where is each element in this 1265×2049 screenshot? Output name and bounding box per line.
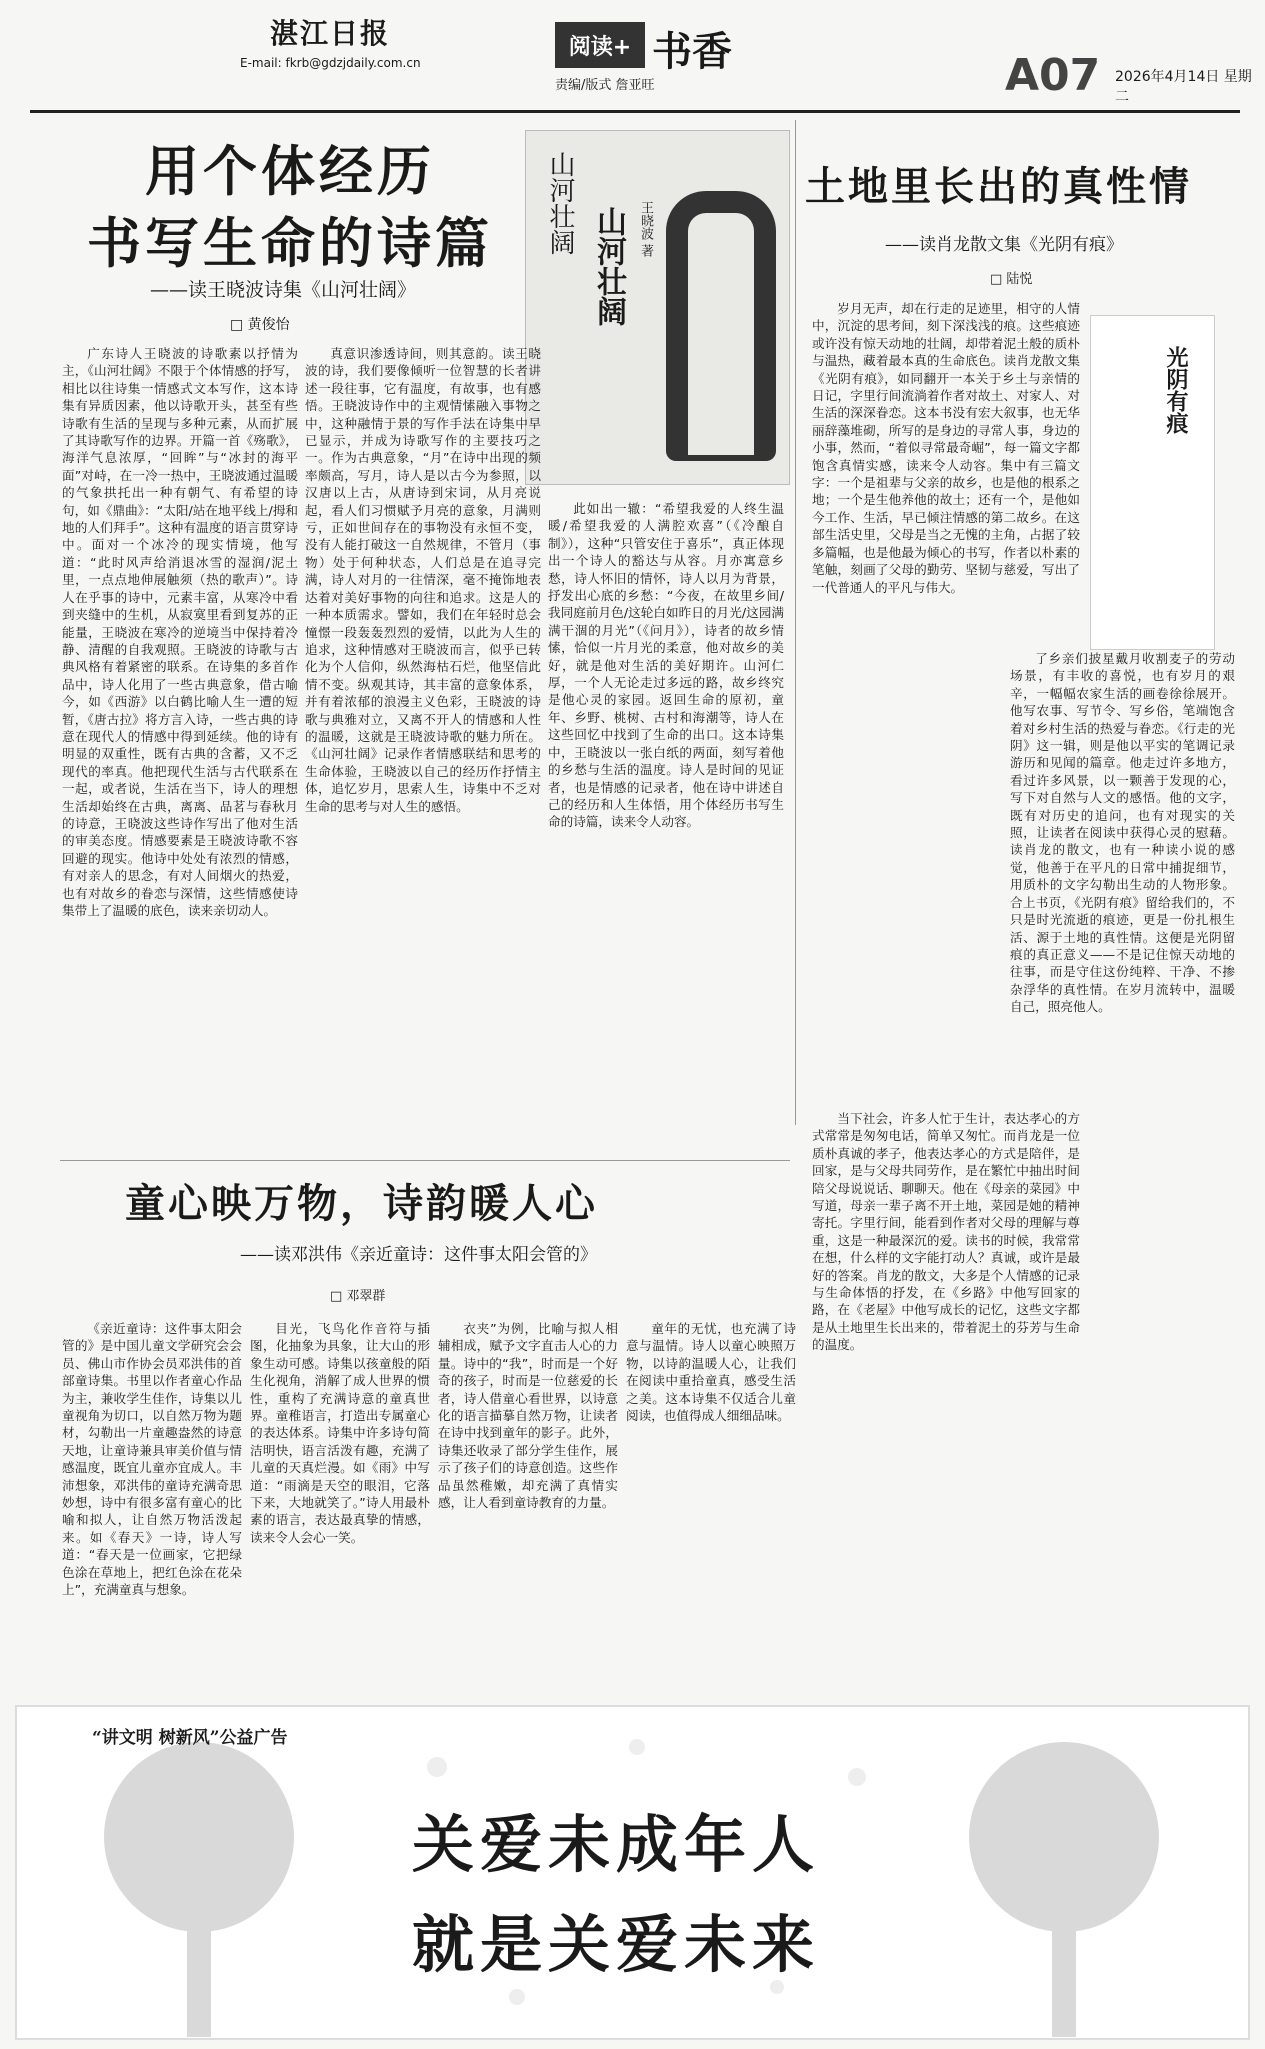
top-rule [30,110,1240,113]
ad-slogan-line1: 关爱未成年人 [412,1808,821,1881]
article1-subtitle: ——读王晓波诗集《山河壮阔》 [150,279,417,301]
book-cover-shanhe [525,130,790,485]
article1-column-3: 此如出一辙：“希望我爱的人终生温暖/希望我爱的人满腔欢喜”（《冷酿自制》），这种“只管安住于喜乐”，真正体现出一个诗人的豁达与从容。月亦寓意乡愁，诗人怀旧的情怀，诗人以月为背景，抒发出心底的乡愁：“今夜，在故里乡间/我同庭前月色/这轮白如昨日的月光/这园满满干涸的月光”（《问月》），诗者的故乡情愫，恰似一片月光的柔意，他对故乡的美好，就是他对生活的美好期许。山河仁厚，一个人无论走过多远的路，故乡终究是他心灵的家园。返回生命的原初，童年、乡野、桃树、古村和海潮等，诗人在这些回忆中找到了生命的出口。这本诗集中，王晓波以一张白纸的两面，刻写着他的乡愁与生活的温度。诗人是时间的见证者，也是情感的记录者，他在诗中讲述自己的经历和人生体悟，用个体经历书写生命的诗篇，读来令人动容。 [548,501,784,830]
book-cover-title-large: 山河壮阔 [591,206,626,326]
article1-title [60,135,520,279]
book-cover-calligraphy [666,191,776,461]
ad-label: “讲文明 树新风”公益广告 [92,1728,288,1748]
public-service-ad [15,1705,1250,2040]
article1-column-1: 广东诗人王晓波的诗歌素以抒情为主，《山河壮阔》不限于个体情感的抒写，相比以往诗集一情感式文本写作，这本诗集有异质因素，他以诗歌开头，甚至有些诗歌有生活的呈现与多种元素，从而扩展了其诗歌写作的边界。开篇一首《殇歌》，海洋气息浓厚，“回眸”与“冰封的海平面”对峙，在一冷一热中，王晓波通过温暖的气象拱托出一种有朝气、有希望的诗句，如《鼎曲》：“太阳/站在地平线上/拇和地的人们拜手”。这种有温度的语言贯穿诗中。面对一个冰冷的现实情境，他写道：“此时风声给消退冰雪的湿润/泥土里，一点点地伸展触须（热的歌声）”。诗人在乎事的诗中，元素丰富，从寒冷中看到夹缝中的生机，从寂寞里看到复苏的正能量，王晓波在寒冷的逆境当中保持着冷静、清醒的自我观照。王晓波的诗歌与古典风格有着紧密的联系。在诗集的多首作品中，诗人化用了一些古典意象，借古喻今，如《西游》以白鹤比喻人生一遭的短暂，《唐古拉》将方言入诗，一些古典的诗意在现代人的情感中得到延续。他的诗有明显的双重性，既有古典的含蓄，又不乏现代的率真。他把现代生活与古代联系在一起，或者说，生活在当下，诗人的理想生活却始终在古典，离离、品茗与春秋月的诗意，王晓波这些诗作写出了他对生活的审美态度。情感要素是王晓波诗歌不容回避的现实。他诗中处处有浓烈的情感，有对亲人的思念，有对人间烟火的热爱，也有对故乡的眷恋与深情，这些情感使诗集带上了温暖的底色，读来亲切动人。 [62,346,298,918]
article3-column-1: 《亲近童诗：这件事太阳会管的》是中国儿童文学研究会会员、佛山市作协会员邓洪伟的首部童诗集。书里以作者童心作品为主，兼收学生佳作，诗集以儿童视角为切口，以自然万物为题材，勾勒出一片童趣盎然的诗意天地，让童诗兼具审美价值与情感温度，既宜儿童亦宜成人。丰沛想象，邓洪伟的童诗充满奇思妙想，诗中有很多富有童心的比喻和拟人，让自然万物活泼起来。如《春天》一诗，诗人写道：“春天是一位画家，它把绿色涂在草地上，把红色涂在花朵上”，充满童真与想象。 [62,1321,242,1598]
column-divider [795,120,796,1125]
issue-date: 2026年4月14日 星期二 [1115,69,1252,105]
article2-title: 土地里长出的真性情 [805,163,1192,210]
article3-subtitle: ——读邓洪伟《亲近童诗：这件事太阳会管的》 [240,1245,597,1265]
article2-column-3: 了乡亲们披星戴月收割麦子的劳动场景，有丰收的喜悦，也有岁月的艰辛，一幅幅农家生活的画卷徐徐展开。他写农事、写节令、写乡俗，笔端饱含着对乡村生活的热爱与眷恋。《行走的光阴》这一辑，则是他以平实的笔调记录游历和见闻的篇章。他走过许多地方，看过许多风景，以一颗善于发现的心，写下对自然与人文的感悟。他的文字，既有对历史的追问，也有对现实的关照，让读者在阅读中获得心灵的慰藉。读肖龙的散文，也有一种读小说的感觉，他善于在平凡的日常中捕捉细节，用质朴的文字勾勒出生动的人物形象。合上书页，《光阴有痕》留给我们的，不只是时光流逝的痕迹，更是一份扎根生活、源于土地的真性情。这便是光阴留痕的真正意义——不是记住惊天动地的往事，而是守住这份纯粹、干净、不掺杂浮华的真性情。在岁月流转中，温暖自己，照亮他人。 [1010,651,1235,1015]
email-address: E-mail: fkrb@gdzjdaily.com.cn [240,56,421,70]
article2-subtitle: ——读肖龙散文集《光阴有痕》 [885,235,1123,255]
book-cover-guangyin [1090,315,1215,650]
article3-column-2: 目光，飞鸟化作音符与插图，化抽象为具象，让大山的形象生动可感。诗集以孩童般的陌生化视角，消解了成人世界的惯性，重构了充满诗意的童真世界。童稚语言，打造出专属童心的表达体系。诗集中许多诗句简洁明快，语言活泼有趣，充满了儿童的天真烂漫。如《雨》中写道：“雨滴是天空的眼泪，它落下来，大地就笑了。”诗人用最朴素的语言，表达最真挚的情感，读来令人会心一笑。 [250,1321,430,1545]
article3-title: 童心映万物，诗韵暖人心 [125,1180,598,1227]
article1-title-line1: 用个体经历 [145,139,435,203]
page-number: A07 [1005,50,1101,101]
article2-column-1: 岁月无声，却在行走的足迹里，相守的人情中，沉淀的思考间，刻下深浅浅的痕。这些痕迹或许没有惊天动地的壮阔，却带着泥土般的质朴与温热，藏着最本真的生命底色。读肖龙散文集《光阴有痕》，如同翻开一本关于乡土与亲情的日记，字里行间流淌着作者对故土、对家人、对生活的深深眷恋。这本书没有宏大叙事，也无华丽辞藻堆砌，所写的是身边的寻常人事，身边的小事，然而，“着似寻常最奇崛”，每一篇文字都饱含真情实感，读来令人动容。集中有三篇文字：一个是祖辈与父亲的故乡，也是他的根系之地；一个是生他养他的故土；还有一个，是他如今工作、生活，早已倾注情感的第二故乡。在这部生活史里，父母是当之无愧的主角，占据了较多篇幅，也是他最为倾心的书写，作者以朴素的笔触，刻画了父母的勤劳、坚韧与慈爱，写出了一代普通人的平凡与伟大。 [812,301,1080,595]
ad-slogan-line2: 就是关爱未来 [412,1908,821,1981]
article3-column-3: 衣夹”为例，比喻与拟人相辅相成，赋予文字直击人心的力量。诗中的“我”，时而是一个好奇的孩子，时而是一位慈爱的长者，诗人借童心看世界，以诗意化的语言描摹自然万物，让读者在诗中找到童年的影子。此外，诗集还收录了部分学生佳作，展示了孩子们的诗意创造。这些作品虽然稚嫩，却充满了真情实感，让人看到童诗教育的力量。 [438,1321,618,1511]
book-cover-title: 山河壮阔 [545,151,575,255]
article1-title-line2: 书写生命的诗篇 [87,211,493,275]
article2-column-2: 当下社会，许多人忙于生计，表达孝心的方式常常是匆匆电话，简单又匆忙。而肖龙是一位质朴真诚的孝子，他表达孝心的方式是陪伴，是回家，是与父母共同劳作，是在繁忙中抽出时间陪父母说说话、聊聊天。他在《母亲的菜园》中写道，母亲一辈子离不开土地，菜园是她的精神寄托。字里行间，能看到作者对父母的理解与尊重，这是一种最深沉的爱。读书的时候，我常常在想，什么样的文字能打动人？真诚，或许是最好的答案。肖龙的散文，大多是个人情感的记录与生命体悟的抒发，在《乡路》中他写回家的路，在《老屋》中他写成长的记忆，这些文字都是从土地里生长出来的，带着泥土的芬芳与生命的温度。 [812,1111,1080,1353]
article1-column-2: 真意识渗透诗间，则其意韵。读王晓波的诗，我们要像倾听一位智慧的长者讲述一段往事，它有温度，有故事，也有感悟。王晓波诗作中的主观情愫融入事物之中，这种融情于景的写作手法在诗集中早已显示，并成为诗歌写作的主要技巧之一。作为古典意象，“月”在诗中出现的频率颇高，写月，诗人是以古今为参照，以汉唐以上古，从唐诗到宋词，从月亮说起，看人们习惯赋予月亮的意象，月满则亏，正如世间存在的事物没有永恒不变，没有人能打破这一自然规律，不管月（事物）处于何种状态，人们总是在追寻完满，诗人对月的一往情深，毫不掩饰地表达着对美好事物的向往和追求。这是人的一种本质需求。譬如，我们在年轻时总会憧憬一段轰轰烈烈的爱情，以此为人生的追求，这种情感对王晓波而言，似乎已转化为个人信仰，纵然海枯石烂，他坚信此情不变。纵观其诗，其丰富的意象体系，并有着浓郁的浪漫主义色彩，王晓波的诗歌与典雅对立，又离不开人的情感和人性的温暖，这就是王晓波诗歌的魅力所在。《山河壮阔》记录作者情感联结和思考的生命体验，王晓波以自己的经历作抒情主体，追忆岁月，思索人生，诗集中不乏对生命的思考与对人生的感悟。 [305,346,541,814]
paper-name: 湛江日报 [270,17,391,50]
channel-badge: 阅读+ [555,22,645,68]
book-cover-title: 光阴有痕 [1163,346,1189,434]
masthead [0,0,1265,105]
editor-credit: 责编/版式 詹亚旺 [555,78,655,93]
article1-author: □ 黄俊怡 [230,317,290,333]
section-divider [60,1160,790,1161]
article2-author: □ 陆悦 [990,272,1033,287]
article3-column-4: 童年的无忧，也充满了诗意与温情。诗人以童心映照万物，以诗韵温暖人心，让我们在阅读中重拾童真，感受生活之美。这本诗集不仅适合儿童阅读，也值得成人细细品味。 [626,1321,796,1424]
article3-author: □ 邓翠群 [330,1289,386,1304]
section-name: 书香 [652,29,732,75]
book-cover-author: 王晓波 著 [638,201,653,258]
